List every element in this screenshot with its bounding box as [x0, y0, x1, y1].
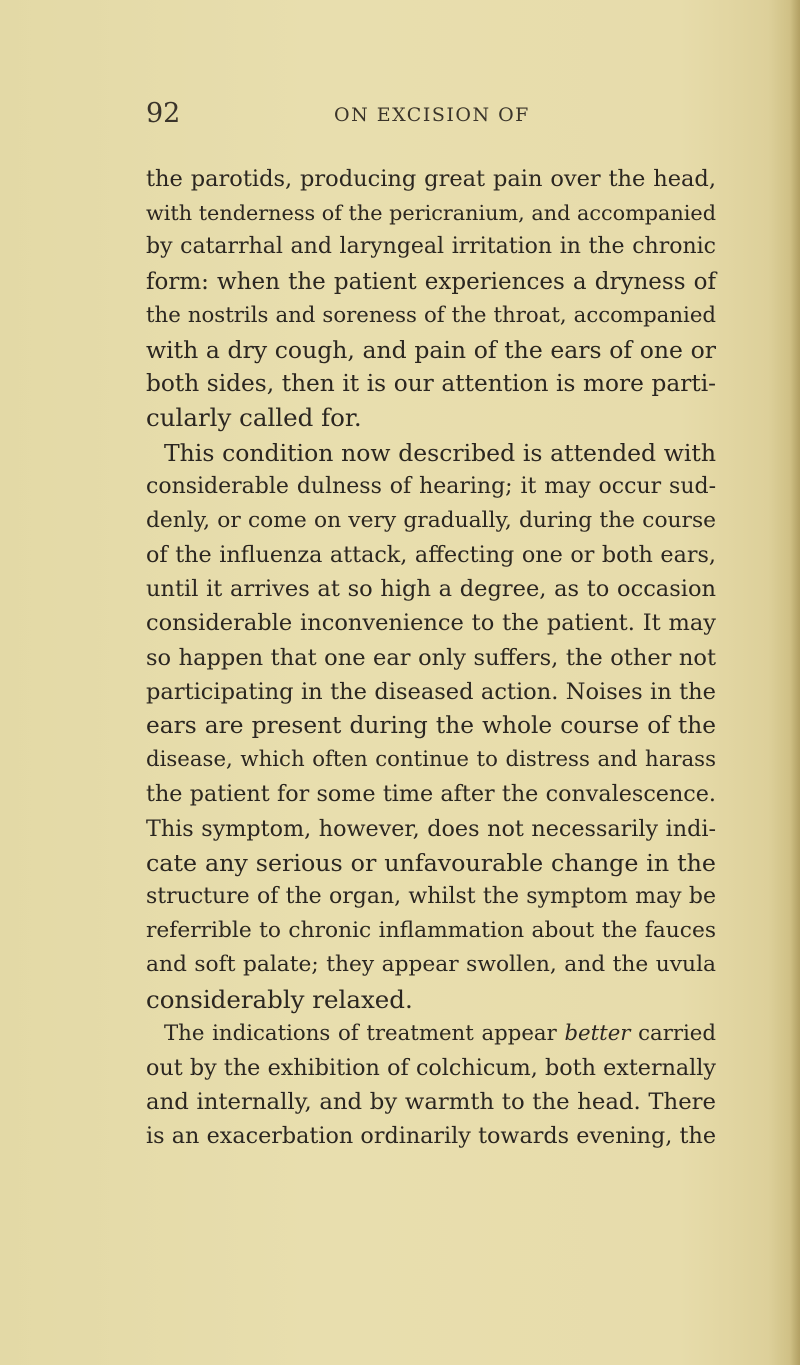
text-line: cularly called for.	[146, 403, 362, 433]
text-line: out by the exhibition of colchicum, both externally	[146, 1054, 716, 1081]
text-line: cate any serious or unfavourable change in the	[146, 848, 716, 877]
emphasis-word: better	[564, 1020, 631, 1046]
page-number: 92	[146, 98, 181, 129]
text-line: both sides, then it is our attention is more parti-	[146, 370, 716, 398]
text-line: considerable inconvenience to the patient. It may	[146, 610, 716, 637]
text-line: and soft palate; they appear swollen, and the uvula	[146, 952, 716, 978]
text-line: referrible to chronic inflammation about the fauces	[146, 918, 716, 944]
page-edge-shadow	[790, 0, 800, 1365]
text-line: the parotids, producing great pain over the head,	[146, 166, 716, 192]
text-line: of the influenza attack, affecting one or both ears,	[146, 542, 716, 569]
text-line: the patient for some time after the convalescence.	[146, 781, 716, 808]
text-line: until it arrives at so high a degree, as to occasion	[146, 576, 716, 603]
text-line: is an exacerbation ordinarily towards evening, the	[146, 1123, 716, 1150]
text-line: form: when the patient experiences a dryness of	[146, 268, 716, 295]
text-line: The indications of treatment appear better carried	[164, 1020, 716, 1046]
text-line: so happen that one ear only suffers, the other not	[146, 644, 716, 671]
text-line: disease, which often continue to distress and harass	[146, 747, 716, 773]
text-line: by catarrhal and laryngeal irritation in the chronic	[146, 234, 716, 260]
text-line: considerable dulness of hearing; it may occur sud-	[146, 473, 716, 499]
text-line: participating in the diseased action. Noises in the	[146, 678, 716, 705]
text-line: denly, or come on very gradually, during the course	[146, 507, 716, 533]
text-line: ears are present during the whole course of the	[146, 712, 716, 739]
page-header	[0, 98, 800, 148]
text-line: This symptom, however, does not necessarily indi-	[146, 815, 716, 842]
text-line: considerably relaxed.	[146, 984, 413, 1014]
running-head: ON EXCISION OF	[334, 104, 530, 126]
text-line: and internally, and by warmth to the head. There	[146, 1089, 716, 1116]
text-line: the nostrils and soreness of the throat, accompanied	[146, 302, 716, 328]
text-line: with a dry cough, and pain of the ears of one or	[146, 335, 716, 364]
text-line: structure of the organ, whilst the symptom may be	[146, 883, 716, 909]
text-line: with tenderness of the pericranium, and accompanied	[146, 201, 716, 226]
body-text	[146, 162, 716, 1153]
text-line: This condition now described is attended with	[164, 438, 716, 467]
